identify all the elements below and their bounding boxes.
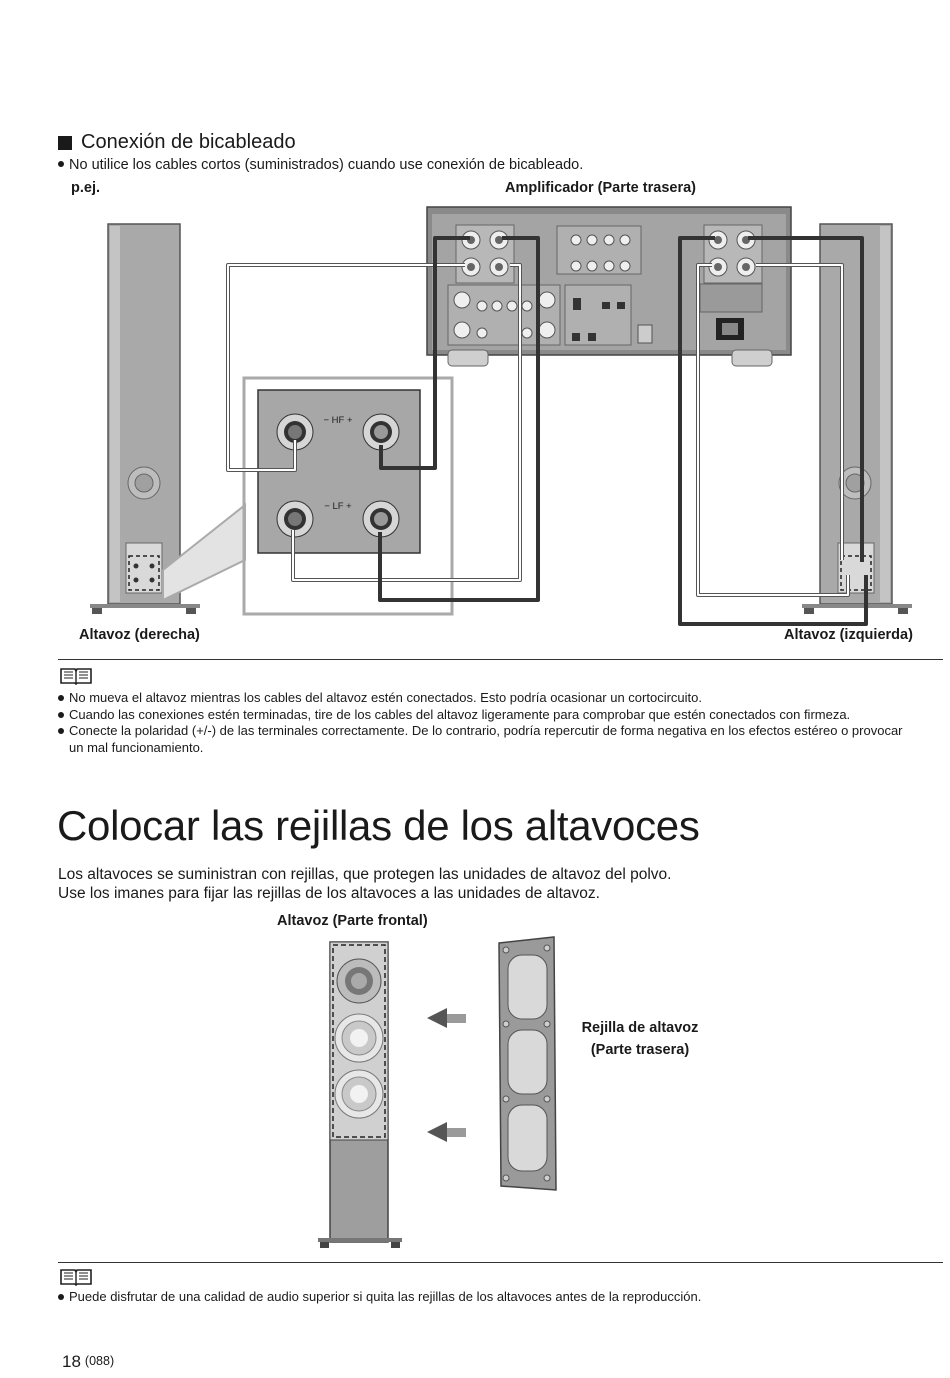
section-heading — [58, 131, 296, 154]
arrow-left-icon — [427, 1122, 466, 1142]
arrow-left-icon — [427, 1008, 466, 1028]
bullet-icon — [58, 1294, 64, 1300]
grille-back-illustration — [499, 937, 556, 1190]
book-note-icon — [60, 1268, 92, 1286]
bullet-icon — [58, 712, 64, 718]
page-number: 18 (088) — [62, 1352, 115, 1371]
example-label: p.ej. — [71, 180, 101, 196]
divider — [58, 1262, 943, 1263]
note-item: Conecte la polaridad (+/-) de las terminales correctamente. De lo contrario, podría repercutir de forma negativa en los efectos estéreo o provocar un mal funcionamiento. — [58, 723, 918, 756]
page-code: (088) — [84, 1354, 115, 1368]
lf-terminal-label: − LF + — [324, 501, 352, 512]
square-bullet-icon — [58, 136, 72, 150]
speaker-left-illustration — [802, 224, 912, 614]
notes-list-1 — [58, 690, 918, 756]
speaker-left-label: Altavoz (izquierda) — [784, 627, 913, 643]
note-item: Cuando las conexiones estén terminadas, tire de los cables del altavoz ligeramente para comprobar que estén conectados con firmeza. — [58, 707, 918, 724]
bullet-icon — [58, 728, 64, 734]
bullet-icon — [58, 695, 64, 701]
section-note-text: No utilice los cables cortos (suministrados) cuando use conexión de bicableado. — [69, 157, 584, 173]
note-item: No mueva el altavoz mientras los cables del altavoz estén conectados. Esto podría ocasionar un cortocircuito. — [58, 690, 918, 707]
bullet-icon — [58, 161, 64, 167]
grille-label: Rejilla de altavoz (Parte trasera) — [581, 1020, 699, 1058]
amplifier-rear-illustration — [427, 207, 791, 366]
speaker-right-label: Altavoz (derecha) — [79, 627, 200, 643]
notes-list-2 — [58, 1289, 918, 1306]
intro-paragraph: Los altavoces se suministran con rejillas, que protegen las unidades de altavoz del polvo. Use los imanes para fijar las rejillas de los altavoces a las unidades de altavoz. — [58, 866, 672, 902]
bi-wiring-diagram — [0, 195, 950, 635]
amplifier-label: Amplificador (Parte trasera) — [505, 180, 696, 196]
note-item: Puede disfrutar de una calidad de audio superior si quita las rejillas de los altavoces antes de la reproducción. — [58, 1289, 918, 1306]
book-note-icon — [60, 667, 92, 685]
section-note — [58, 157, 583, 174]
speaker-front-label: Altavoz (Parte frontal) — [277, 913, 428, 929]
section-title: Conexión de bicableado — [81, 131, 296, 153]
speaker-front-illustration — [318, 942, 402, 1248]
grille-diagram — [300, 935, 570, 1253]
divider — [58, 659, 943, 660]
hf-terminal-label: − HF + — [323, 415, 353, 426]
page-title: Colocar las rejillas de los altavoces — [57, 802, 700, 849]
